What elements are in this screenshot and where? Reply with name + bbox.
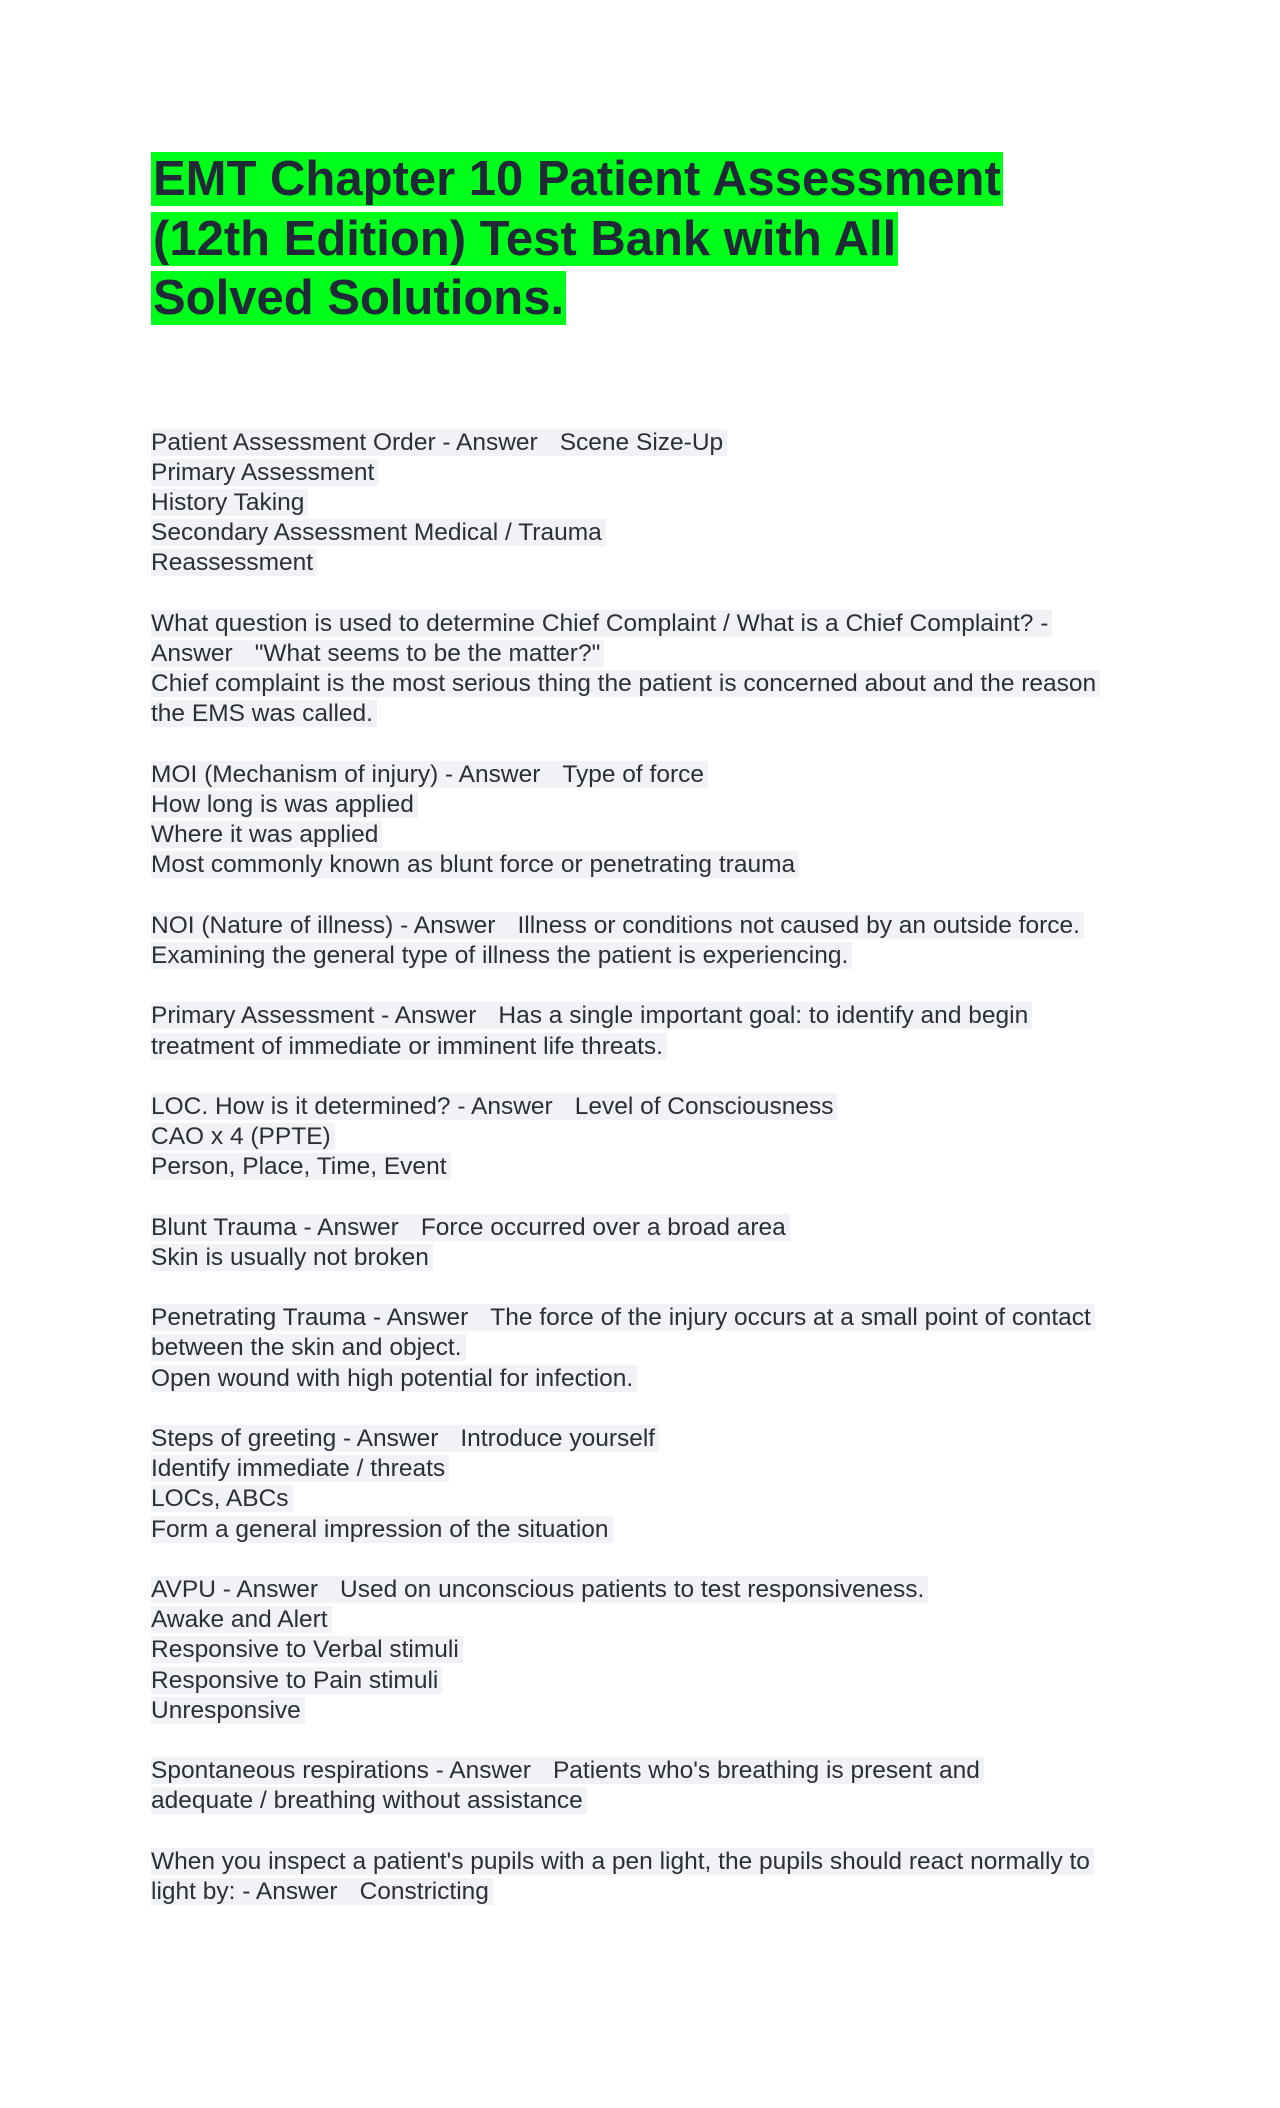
- question-text: MOI (Mechanism of injury) - Answer: [151, 760, 541, 788]
- highlighted-text: [151, 610, 1052, 637]
- highlighted-text: [151, 1667, 442, 1694]
- qa-line: [151, 1847, 1180, 1877]
- question-text: Spontaneous respirations - Answer: [151, 1757, 531, 1785]
- question-text: Penetrating Trauma - Answer: [151, 1304, 469, 1332]
- question-text: the EMS was called.: [151, 700, 373, 728]
- highlighted-text: [151, 1606, 332, 1633]
- qa-entry: [151, 911, 1180, 971]
- question-text: Steps of greeting - Answer: [151, 1425, 439, 1453]
- question-text: Identify immediate / threats: [151, 1455, 446, 1483]
- qa-line: [151, 941, 1180, 971]
- highlighted-text: [151, 1033, 667, 1060]
- qa-line: [151, 1666, 1180, 1696]
- qa-line: [151, 1213, 1180, 1243]
- qa-line: [151, 1877, 1180, 1907]
- qa-entry: [151, 1756, 1180, 1816]
- qa-line: [151, 669, 1180, 699]
- qa-line: [151, 1515, 1180, 1545]
- question-text: Unresponsive: [151, 1696, 301, 1724]
- qa-line: [151, 1605, 1180, 1635]
- highlighted-text: [151, 549, 317, 576]
- question-text: LOCs, ABCs: [151, 1485, 289, 1513]
- question-text: Secondary Assessment Medical / Trauma: [151, 519, 602, 547]
- question-text: Reassessment: [151, 549, 314, 577]
- qa-entry: [151, 609, 1180, 730]
- qa-line: [151, 488, 1180, 518]
- qa-line: [151, 1575, 1180, 1605]
- answer-text: Type of force: [562, 760, 705, 788]
- question-text: Patient Assessment Order - Answer: [151, 428, 538, 456]
- qa-line: [151, 1092, 1180, 1122]
- qa-line: [151, 1333, 1180, 1363]
- qa-line: [151, 428, 1180, 458]
- question-text: NOI (Nature of illness) - Answer: [151, 911, 496, 939]
- highlighted-text: [151, 1878, 493, 1905]
- answer-text: Introduce yourself: [460, 1425, 656, 1453]
- answer-text: Used on unconscious patients to test responsiveness.: [340, 1576, 925, 1604]
- answer-text: Illness or conditions not caused by an outside force.: [517, 911, 1080, 939]
- document-title: [151, 150, 1111, 329]
- highlighted-text: [151, 791, 418, 818]
- highlighted-text: [151, 489, 308, 516]
- highlighted-text: [151, 1244, 433, 1271]
- question-text: between the skin and object.: [151, 1334, 462, 1362]
- qa-line: [151, 1001, 1180, 1031]
- answer-text: Force occurred over a broad area: [420, 1213, 786, 1241]
- qa-entry: [151, 760, 1180, 881]
- qa-line: [151, 609, 1180, 639]
- highlighted-text: [151, 429, 727, 456]
- question-text: What question is used to determine Chief Complaint / What is a Chief Complaint? -: [151, 609, 1049, 637]
- question-text: Answer: [151, 639, 233, 667]
- highlighted-text: [151, 821, 382, 848]
- highlighted-text: [151, 1123, 335, 1150]
- question-text: treatment of immediate or imminent life threats.: [151, 1032, 663, 1060]
- qa-line: [151, 548, 1180, 578]
- highlighted-text: [151, 851, 799, 878]
- qa-line: [151, 1696, 1180, 1726]
- question-text: Blunt Trauma - Answer: [151, 1213, 399, 1241]
- highlighted-text: [151, 912, 1084, 939]
- question-text: LOC. How is it determined? - Answer: [151, 1092, 553, 1120]
- qa-line: [151, 458, 1180, 488]
- highlighted-text: [151, 1455, 449, 1482]
- qa-entry: [151, 1424, 1180, 1545]
- answer-text: Has a single important goal: to identify and begin: [498, 1002, 1029, 1030]
- question-text: When you inspect a patient's pupils with a pen light, the pupils should react normally to: [151, 1847, 1090, 1875]
- qa-line: [151, 1786, 1180, 1816]
- qa-entry: [151, 1001, 1180, 1061]
- qa-line: [151, 1243, 1180, 1273]
- question-text: Skin is usually not broken: [151, 1243, 429, 1271]
- question-text: Open wound with high potential for infection.: [151, 1364, 634, 1392]
- highlighted-text: [151, 942, 852, 969]
- qa-line: [151, 1454, 1180, 1484]
- question-text: CAO x 4 (PPTE): [151, 1123, 331, 1151]
- highlighted-text: [151, 1153, 451, 1180]
- highlighted-text: [151, 519, 606, 546]
- highlighted-text: [151, 1002, 1032, 1029]
- highlighted-text: [151, 1848, 1094, 1875]
- answer-text: Scene Size-Up: [559, 428, 724, 456]
- qa-entry: [151, 1092, 1180, 1183]
- qa-entry: [151, 1575, 1180, 1726]
- highlighted-text: [151, 1576, 928, 1603]
- qa-entry: [151, 1847, 1180, 1907]
- highlighted-text: [151, 1636, 463, 1663]
- question-text: Awake and Alert: [151, 1606, 328, 1634]
- qa-entry: [151, 1213, 1180, 1273]
- highlighted-text: [151, 1334, 466, 1361]
- question-text: Primary Assessment: [151, 458, 375, 486]
- title-line: EMT Chapter 10 Patient Assessment: [153, 152, 1001, 206]
- question-text: How long is was applied: [151, 790, 414, 818]
- highlighted-text: [151, 670, 1100, 697]
- highlighted-text: [151, 1093, 837, 1120]
- question-text: Most commonly known as blunt force or penetrating trauma: [151, 851, 796, 879]
- qa-line: [151, 1032, 1180, 1062]
- question-text: Examining the general type of illness the patient is experiencing.: [151, 941, 849, 969]
- qa-line: [151, 820, 1180, 850]
- qa-line: [151, 639, 1180, 669]
- qa-line: [151, 760, 1180, 790]
- answer-text: Level of Consciousness: [574, 1092, 834, 1120]
- question-text: Responsive to Verbal stimuli: [151, 1636, 459, 1664]
- qa-line: [151, 1635, 1180, 1665]
- qa-line: [151, 1122, 1180, 1152]
- qa-entry: [151, 428, 1180, 579]
- question-text: History Taking: [151, 488, 305, 516]
- qa-line: [151, 790, 1180, 820]
- title-line: Solved Solutions.: [153, 271, 565, 325]
- title-line: (12th Edition) Test Bank with All: [153, 211, 897, 266]
- question-text: Responsive to Pain stimuli: [151, 1666, 439, 1694]
- answer-text: The force of the injury occurs at a small point of contact: [490, 1304, 1091, 1332]
- highlighted-text: [151, 1304, 1095, 1331]
- highlighted-text: [151, 1757, 984, 1784]
- qa-line: [151, 1756, 1180, 1786]
- qa-line: [151, 1364, 1180, 1394]
- qa-entry: [151, 1303, 1180, 1394]
- qa-line: [151, 850, 1180, 880]
- question-text: Form a general impression of the situation: [151, 1515, 609, 1543]
- question-text: Where it was applied: [151, 821, 379, 849]
- qa-line: [151, 518, 1180, 548]
- highlighted-text: [151, 700, 377, 727]
- highlighted-text: [151, 1365, 637, 1392]
- answer-text: Constricting: [359, 1878, 489, 1906]
- qa-line: [151, 1424, 1180, 1454]
- qa-line: [151, 1484, 1180, 1514]
- highlighted-text: [151, 1516, 613, 1543]
- question-text: adequate / breathing without assistance: [151, 1787, 583, 1815]
- highlighted-text: [151, 1787, 587, 1814]
- highlighted-text: [151, 1697, 305, 1724]
- question-text: Person, Place, Time, Event: [151, 1153, 447, 1181]
- highlighted-text: [151, 1214, 790, 1241]
- question-text: AVPU - Answer: [151, 1576, 319, 1604]
- question-text: light by: - Answer: [151, 1878, 338, 1906]
- highlighted-text: [151, 1485, 293, 1512]
- qa-line: [151, 1152, 1180, 1182]
- answer-text: "What seems to be the matter?": [254, 639, 601, 667]
- qa-list: [151, 428, 1180, 1908]
- qa-line: [151, 699, 1180, 729]
- qa-line: [151, 1303, 1180, 1333]
- question-text: Chief complaint is the most serious thing the patient is concerned about and the reason: [151, 670, 1097, 698]
- highlighted-text: [151, 459, 378, 486]
- highlighted-text: [151, 640, 604, 667]
- qa-line: [151, 911, 1180, 941]
- highlighted-text: [151, 761, 708, 788]
- answer-text: Patients who's breathing is present and: [552, 1757, 980, 1785]
- highlighted-text: [151, 1425, 659, 1452]
- question-text: Primary Assessment - Answer: [151, 1002, 477, 1030]
